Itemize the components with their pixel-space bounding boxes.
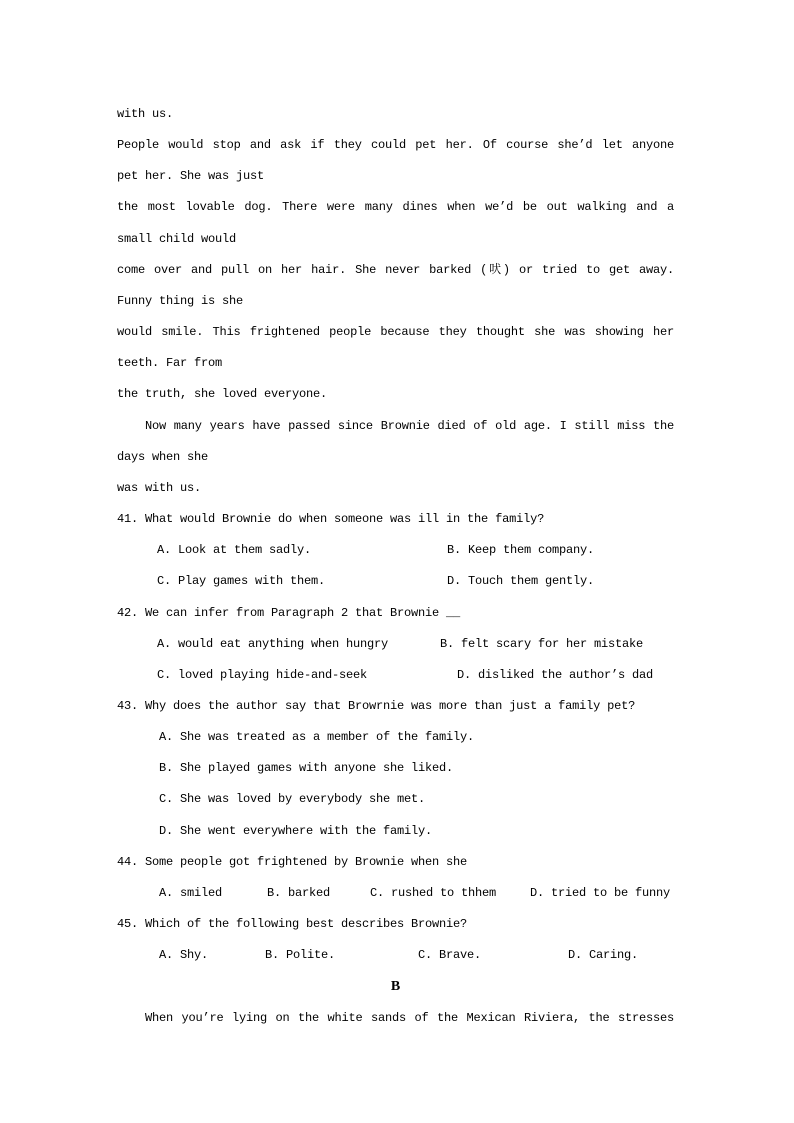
q44-option-d: D. tried to be funny xyxy=(530,885,671,900)
q42-stem: 42. We can infer from Paragraph 2 that Brownie __ xyxy=(117,605,461,620)
q45-option-b: B. Polite. xyxy=(265,948,336,963)
q41-options-row-1 xyxy=(117,535,674,566)
q44-option-a: A. smiled xyxy=(159,885,223,900)
passage-line: Funny thing is she xyxy=(117,293,244,308)
q41-option-c: C. Play games with them. xyxy=(157,574,326,589)
q41-option-a: A. Look at them sadly. xyxy=(157,543,312,558)
q42-options-row-2 xyxy=(117,660,674,691)
q42-option-d: D. disliked the author’s dad xyxy=(457,667,654,682)
q43-stem: 43. Why does the author say that Browrnie was more than just a family pet? xyxy=(117,698,636,713)
q42-option-a: A. would eat anything when hungry xyxy=(157,636,389,651)
q41-option-d: D. Touch them gently. xyxy=(447,574,595,589)
passage-line: the most lovable dog. There were many dines when we’d be out walking and a xyxy=(117,200,674,215)
q44-options-row xyxy=(117,878,674,909)
q43-option-b: B. She played games with anyone she liked. xyxy=(159,761,454,776)
q45-stem: 45. Which of the following best describes Brownie? xyxy=(117,917,468,932)
q41-option-b: B. Keep them company. xyxy=(447,543,595,558)
passage-line: would smile. This frightened people because they thought she was showing her xyxy=(117,325,674,340)
passage-line: pet her. She was just xyxy=(117,169,265,184)
q44-option-b: B. barked xyxy=(267,885,331,900)
q44-stem: 44. Some people got frightened by Brownie when she xyxy=(117,854,468,869)
q45-option-c: C. Brave. xyxy=(418,948,482,963)
passage-line: the truth, she loved everyone. xyxy=(117,387,328,402)
page-content xyxy=(117,99,674,1034)
q45-options-row xyxy=(117,940,674,971)
section-b-heading: B xyxy=(390,979,401,995)
q43-option-d: D. She went everywhere with the family. xyxy=(159,823,433,838)
passage-line: with us. xyxy=(117,107,174,121)
q44-option-c: C. rushed to thhem xyxy=(370,885,497,900)
passage-line: small child would xyxy=(117,231,237,246)
q45-option-d: D. Caring. xyxy=(568,948,639,963)
passage-line: come over and pull on her hair. She never barked (吠) or tried to get away. xyxy=(117,262,674,277)
passage-line: Now many years have passed since Brownie died of old age. I still miss the xyxy=(145,418,674,433)
q43-option-c: C. She was loved by everybody she met. xyxy=(159,792,426,807)
q41-stem: 41. What would Brownie do when someone was ill in the family? xyxy=(117,512,545,527)
q45-option-a: A. Shy. xyxy=(159,948,209,963)
passage-line: was with us. xyxy=(117,480,202,495)
passage-line: days when she xyxy=(117,449,209,464)
passage-line: teeth. Far from xyxy=(117,356,223,371)
q42-option-b: B. felt scary for her mistake xyxy=(440,636,644,651)
section-b-opening-line: When you’re lying on the white sands of the Mexican Riviera, the stresses xyxy=(145,1010,674,1025)
q43-option-a: A. She was treated as a member of the family. xyxy=(159,730,475,745)
q41-options-row-2 xyxy=(117,566,674,597)
q42-option-c: C. loved playing hide-and-seek xyxy=(157,667,368,682)
passage-line: People would stop and ask if they could pet her. Of course she’d let anyone xyxy=(117,138,674,153)
q42-options-row-1 xyxy=(117,629,674,660)
